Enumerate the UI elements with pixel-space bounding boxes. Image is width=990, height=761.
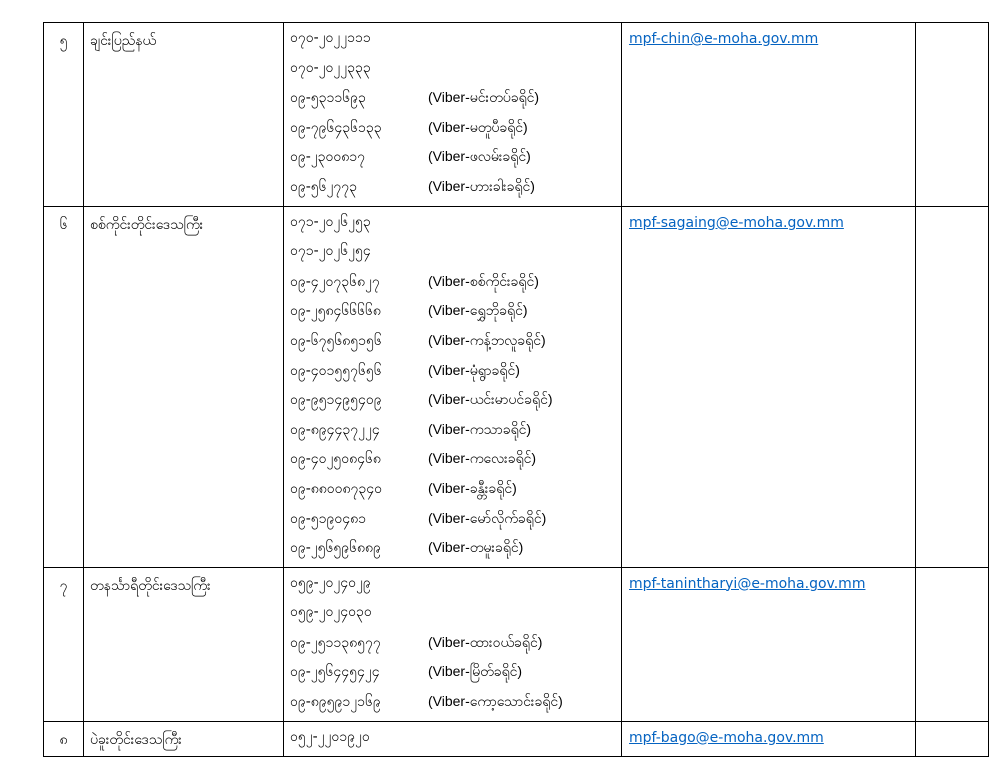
table-row [44,567,989,721]
row-number: ၇ [44,567,84,721]
phone-number: ၀၉-၄၀၁၅၅၇၆၅၆ [290,362,382,379]
region-name: ချင်းပြည်နယ် [84,23,284,207]
phone-entry [290,28,621,58]
phone-number: ၀၉-၄၂၀၇၃၆၈၂၇ [290,273,380,290]
phone-number: ၀၉-၂၃၀၀၈၁၇ [290,149,366,166]
viber-label: (Viber-ထားဝယ်ခရိုင်) [428,633,543,650]
row-number: ၆ [44,206,84,567]
phone-entry [290,419,621,449]
viber-label: (Viber-မုံရွာခရိုင်) [428,361,520,378]
empty-cell [916,567,989,721]
viber-label: (Viber-မင်းတပ်ခရိုင်) [428,89,540,106]
region-name: စစ်ကိုင်းတိုင်းဒေသကြီး [84,206,284,567]
phone-entry [290,602,621,632]
phone-number: ၀၉-၈၉၄၄၃၇၂၂၄ [290,421,380,438]
phone-entry [290,448,621,478]
phone-list [284,23,621,206]
phone-entry [290,360,621,390]
phone-number: ၀၉-၇၉၆၄၃၆၁၃၃ [290,119,382,136]
table-row [44,721,989,757]
phone-entry [290,573,621,603]
phone-number: ၀၉-၈၈၀၀၈၇၃၄၀ [290,480,383,497]
row-number: ၈ [44,721,84,757]
phone-entry [290,389,621,419]
phone-number: ၀၉-၅၆၂၇၇၃ [290,178,358,195]
phone-entry [290,691,621,721]
viber-label: (Viber-ဟားခါးခရိုင်) [428,177,535,194]
viber-label: (Viber-စစ်ကိုင်းခရိုင်) [428,272,539,289]
phone-number: ၀၉-၄၀၂၅၀၈၄၆၈ [290,451,381,468]
phone-entry [290,146,621,176]
phone-entry [290,271,621,301]
phone-number: ၀၉-၅၁၉၀၄၈၁ [290,510,367,527]
phone-entry [290,508,621,538]
phone-number: ၀၉-၆၇၅၆၈၅၁၅၆ [290,332,382,349]
email-link[interactable]: mpf-chin@e-moha.gov.mm [629,31,819,47]
phone-cell [284,721,622,757]
phone-number: ၀၅၉-၂၀၂၄၀၂၉ [290,574,371,591]
phone-entry [290,212,621,242]
phone-entry [290,87,621,117]
region-name: ပဲခူးတိုင်းဒေသကြီး [84,721,284,757]
phone-list [284,568,621,721]
viber-label: (Viber-ကန့်ဘလူခရိုင်) [428,331,546,348]
phone-entry [290,661,621,691]
phone-number: ၀၉-၉၅၁၄၉၅၄၀၉ [290,392,382,409]
phone-cell [284,206,622,567]
phone-entry [290,117,621,147]
viber-label: (Viber-မြိတ်ခရိုင်) [428,663,523,680]
phone-entry [290,241,621,271]
email-cell [622,567,916,721]
phone-number: ၀၇၁-၂၀၂၆၂၅၃ [290,213,371,230]
viber-label: (Viber-ခန္တီးခရိုင်) [428,479,517,496]
phone-cell [284,23,622,207]
phone-entry [290,176,621,206]
phone-cell [284,567,622,721]
empty-cell [916,206,989,567]
viber-label: (Viber-ကော့သောင်းခရိုင်) [428,693,563,710]
phone-entry [290,478,621,508]
viber-label: (Viber-ကလေးခရိုင်) [428,450,537,467]
email-cell [622,721,916,757]
viber-label: (Viber-ကသာခရိုင်) [428,420,532,437]
viber-label: (Viber-တမူးခရိုင်) [428,539,524,556]
phone-list [284,722,621,757]
phone-number: ၀၇၁-၂၀၂၆၂၅၄ [290,243,371,260]
phone-number: ၀၉-၅၃၁၁၆၉၃ [290,90,366,107]
empty-cell [916,721,989,757]
email-link[interactable]: mpf-sagaing@e-moha.gov.mm [629,214,844,231]
phone-number: ၀၅၂-၂၂၀၁၉၂၀ [290,728,370,745]
contacts-table [43,22,989,757]
viber-label: (Viber-ဖလမ်းခရိုင်) [428,148,531,165]
email-link[interactable]: mpf-tanintharyi@e-moha.gov.mm [629,575,866,592]
phone-entry [290,300,621,330]
phone-entry [290,537,621,567]
viber-label: (Viber-မော်လိုက်ခရိုင်) [428,509,547,526]
phone-number: ၀၉-၂၅၈၄၆၆၆၆၈ [290,303,381,320]
phone-number: ၀၅၉-၂၀၂၄၀၃၀ [290,604,372,621]
email-cell [622,23,916,207]
contacts-table-body [44,23,989,757]
viber-label: (Viber-ရွှေဘိုခရိုင်) [428,302,528,319]
viber-label: (Viber-ယင်းမာပင်ခရိုင်) [428,391,553,408]
email-cell [622,206,916,567]
table-row [44,206,989,567]
phone-number: ၀၉-၂၅၁၁၃၈၅၇၇ [290,634,381,651]
phone-number: ၀၉-၂၅၆၄၄၅၄၂၄ [290,664,380,681]
phone-number: ၀၇၀-၂၀၂၂၃၃၃ [290,59,371,76]
phone-entry [290,632,621,662]
phone-entry [290,58,621,88]
region-name: တနင်္သာရီတိုင်းဒေသကြီး [84,567,284,721]
phone-number: ၀၇၀-၂၀၂၂၁၁၁ [290,30,371,46]
phone-number: ၀၉-၈၉၅၉၁၂၁၆၉ [290,694,381,711]
phone-entry [290,330,621,360]
phone-list [284,207,621,567]
table-row [44,23,989,207]
viber-label: (Viber-မတူပီခရိုင်) [428,118,528,135]
email-link[interactable]: mpf-bago@e-moha.gov.mm [629,729,824,746]
empty-cell [916,23,989,207]
phone-entry [290,727,621,757]
phone-number: ၀၉-၂၅၆၅၉၆၈၈၉ [290,540,381,557]
row-number: ၅ [44,23,84,207]
